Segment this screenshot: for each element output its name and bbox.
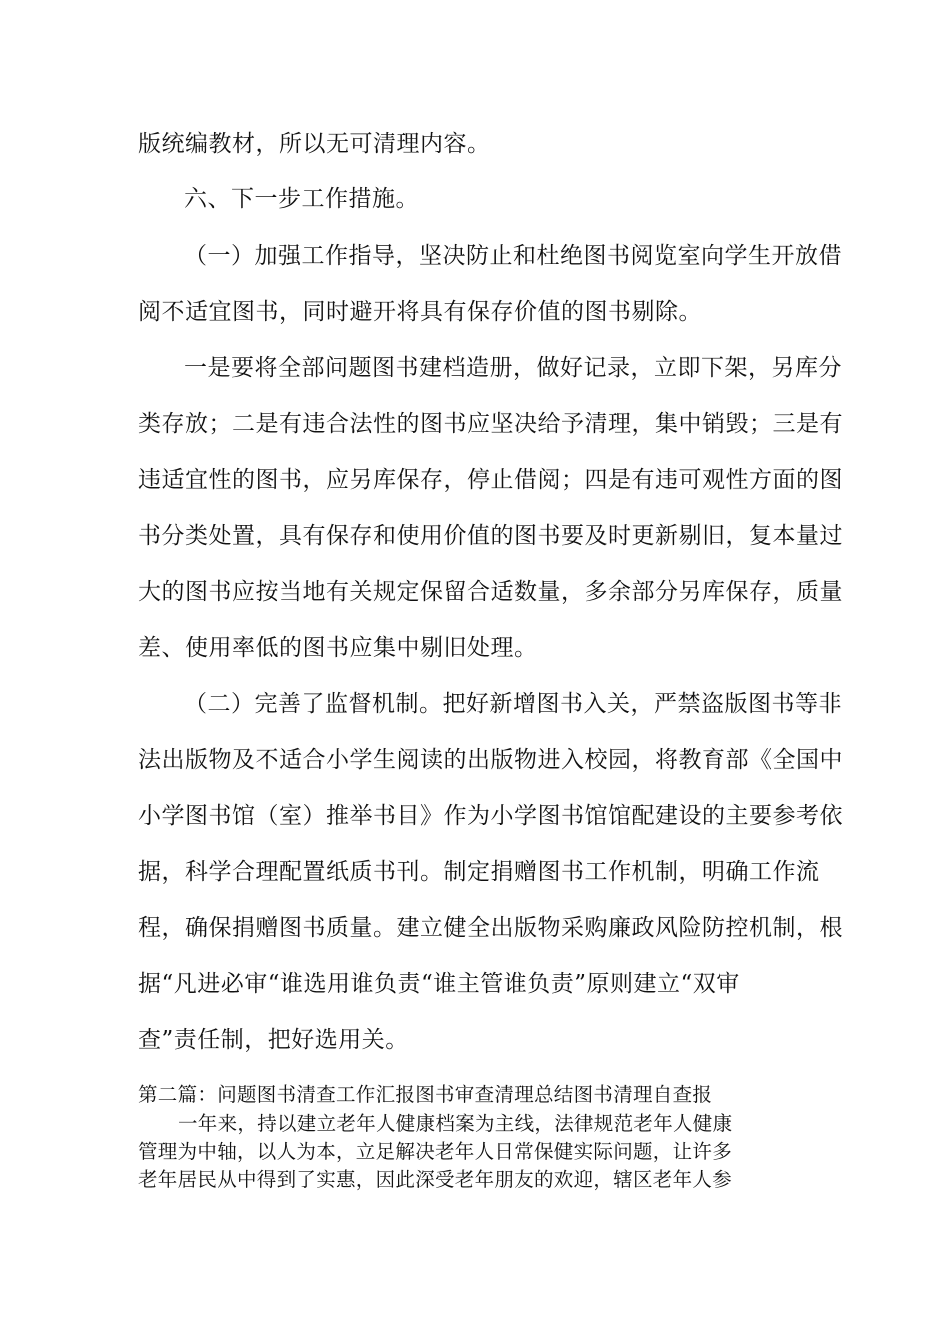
- text-line: 据“凡进必审“谁选用谁负责“谁主管谁负责”原则建立“双审: [138, 971, 740, 997]
- text-line: 小学图书馆（室）推举书目》作为小学图书馆馆配建设的主要参考依: [138, 803, 843, 829]
- text-line: 查”责任制，把好选用关。: [138, 1027, 409, 1053]
- text-line: 阅不适宜图书，同时避开将具有保存价值的图书剔除。: [138, 299, 702, 325]
- text-line: 大的图书应按当地有关规定保留合适数量，多余部分另库保存，质量: [138, 579, 843, 605]
- text-line: 违适宜性的图书，应另库保存，停止借阅；四是有违可观性方面的图: [138, 467, 843, 493]
- subsection-heading: （一）加强工作指导，坚决防止和杜绝图书阅览室向学生开放借: [184, 243, 842, 269]
- text-line: 据，科学合理配置纸质书刊。制定捐赠图书工作机制，明确工作流: [138, 859, 820, 885]
- text-line: 一年来，持以建立老年人健康档案为主线，法律规范老年人健康: [178, 1112, 733, 1135]
- text-line: 书分类处置，具有保存和使用价值的图书要及时更新剔旧，复本量过: [138, 523, 843, 549]
- text-line: 老年居民从中得到了实惠，因此深受老年朋友的欢迎，辖区老年人参: [138, 1168, 733, 1191]
- text-line: 管理为中轴，以人为本，立足解决老年人日常保健实际问题，让许多: [138, 1140, 733, 1163]
- section-heading: 六、下一步工作措施。: [184, 186, 419, 212]
- text-line: 一是要将全部问题图书建档造册，做好记录，立即下架，另库分: [184, 355, 842, 381]
- text-line: 类存放；二是有违合法性的图书应坚决给予清理，集中销毁；三是有: [138, 411, 843, 437]
- subsection-heading: （二）完善了监督机制。把好新增图书入关，严禁盗版图书等非: [184, 691, 842, 717]
- text-line: 差、使用率低的图书应集中剔旧处理。: [138, 635, 538, 661]
- part-two-heading: 第二篇：问题图书清查工作汇报图书审查清理总结图书清理自查报: [138, 1083, 713, 1106]
- text-line: 法出版物及不适合小学生阅读的出版物进入校园，将教育部《全国中: [138, 747, 843, 773]
- text-line: 程，确保捐赠图书质量。建立健全出版物采购廉政风险防控机制，根: [138, 915, 843, 941]
- text-line: 版统编教材，所以无可清理内容。: [138, 131, 491, 157]
